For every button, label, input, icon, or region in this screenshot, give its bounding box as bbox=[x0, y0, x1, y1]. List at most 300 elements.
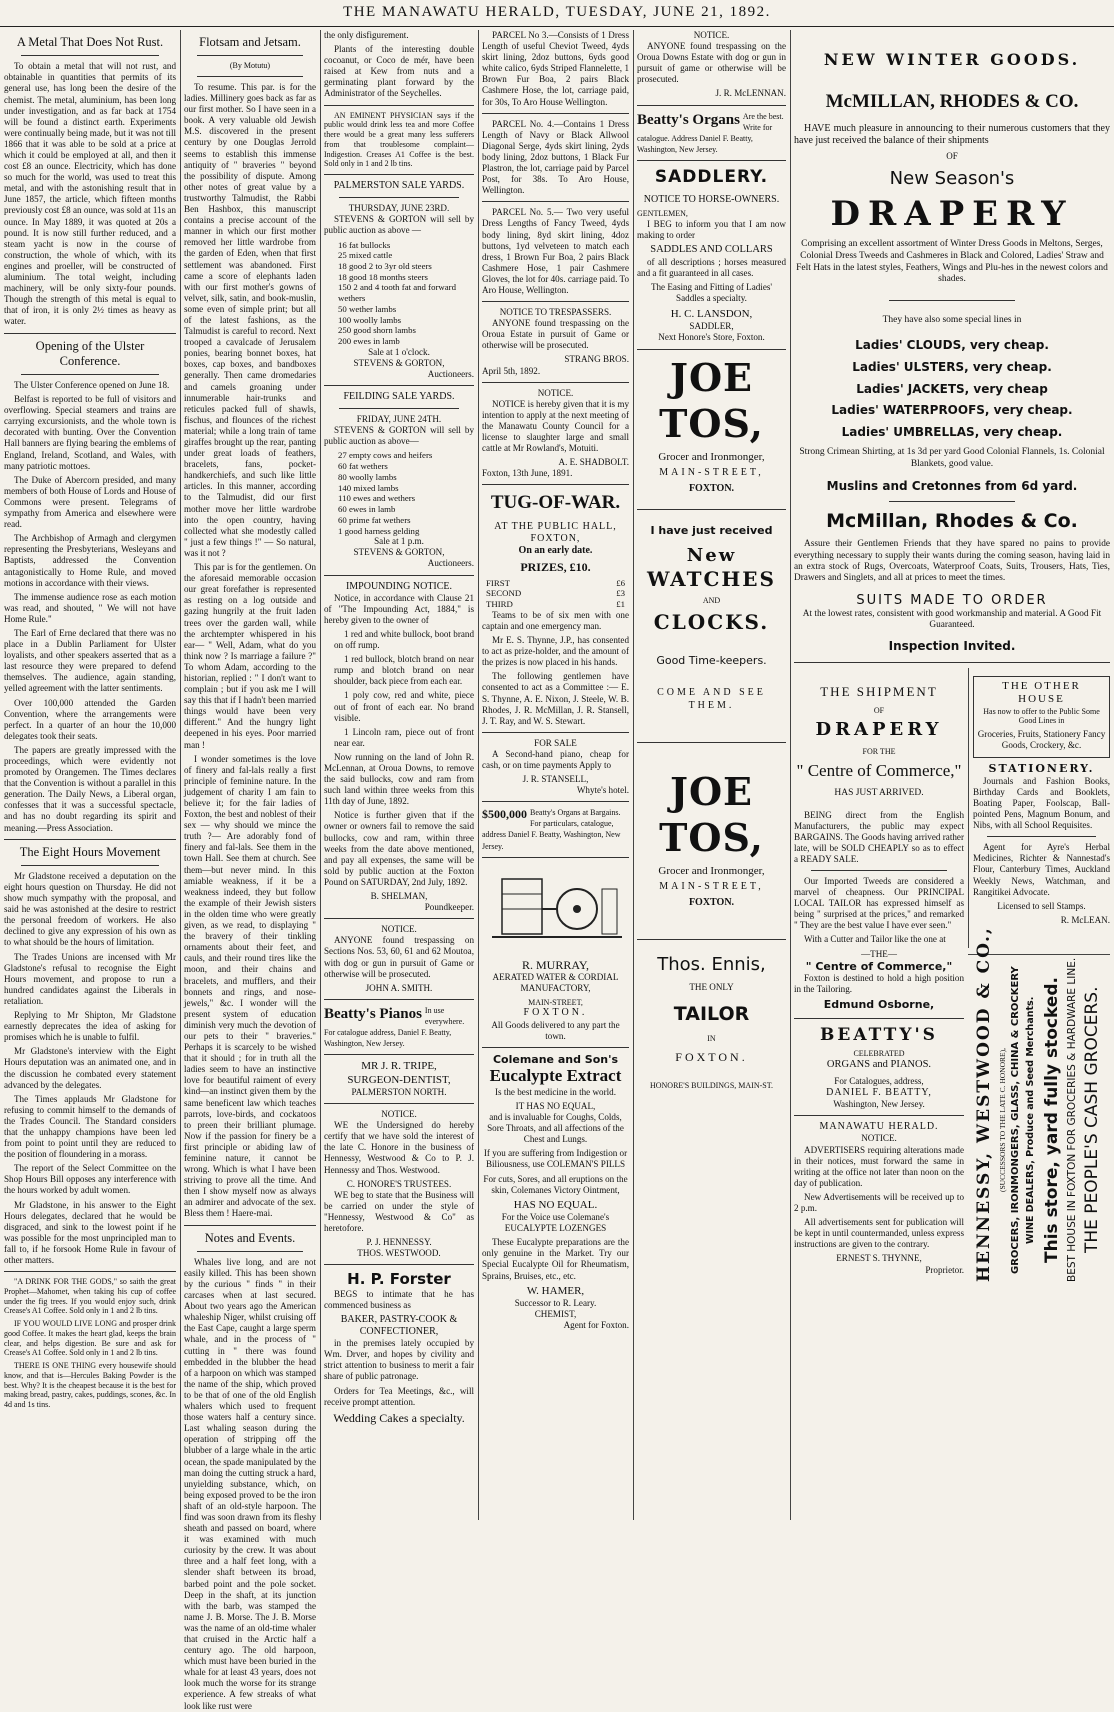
vertical-firm: HENNESSY, WESTWOOD & CO., bbox=[974, 926, 994, 1282]
firm-trade: AERATED WATER & CORDIAL MANUFACTORY, bbox=[492, 972, 619, 994]
saddler-place: Next Honore's Store, Foxton. bbox=[658, 332, 765, 343]
other-house-ad bbox=[973, 672, 1110, 926]
ad-text: Beatty's Organs at Bargains. For particulars, catalogue, address Daniel F. Beatty, Washington, New Jersey. bbox=[482, 808, 621, 851]
article-paragraph: The report of the Select Committee on the Shop Hours Bill opposes any interference with the hours worked by adult women. bbox=[4, 1163, 176, 1196]
article-paragraph: Plants of the interesting double cocoanut, or Coco de mér, have been raised at Kew from nuts and a germinating plant forward by the Administrator of the Seychelles. bbox=[324, 44, 474, 99]
article-paragraph: This par is for the gentlemen. On the aforesaid memorable occasion our great forefather is represented as resting on a log outside and gazing hungrily at the fruit laden trees over the garden wall, while the archtempter whispered in his ear— " Well, Adam, what do you think now ? Is marriage a failure ?" To whom Adam, according to the historian, replied : " I don't want to complain ; but if you ask me I will say this that if I hadn't been married things would have been very different." And the hungry light deepened in his eyes. Poor married man ! bbox=[184, 562, 316, 750]
divider bbox=[324, 1103, 474, 1104]
notice-title: NOTICE. bbox=[537, 387, 574, 398]
notice-paragraph: ANYONE found trespassing on the Oroua Estate in pursuit of Game or otherwise will be prosecuted. bbox=[482, 318, 629, 351]
notice-title: NOTICE. bbox=[381, 924, 417, 935]
ad-paragraph: HAVE much pleasure in announcing to their numerous customers that they have just received the balance of their shipments bbox=[794, 122, 1110, 146]
ad-the: —THE— bbox=[861, 948, 897, 959]
auctioneer-role: Auctioneers. bbox=[427, 368, 474, 379]
notice-paragraph: A Second-hand piano, cheap for cash, or on time payments Apply to bbox=[482, 748, 629, 771]
beatty-pianos-ad bbox=[324, 1005, 474, 1049]
divider bbox=[4, 333, 176, 334]
divider bbox=[4, 839, 176, 840]
notice-title: NOTICE. bbox=[381, 1109, 417, 1120]
signature: B. SHELMAN, bbox=[370, 891, 428, 902]
column-rule bbox=[320, 30, 321, 1520]
centre-of-commerce: " Centre of Commerce," bbox=[805, 959, 953, 973]
divider bbox=[637, 160, 786, 161]
stock-item: 200 ewes in lamb bbox=[338, 336, 400, 346]
stock-list bbox=[338, 240, 474, 347]
special-line: Ladies' ULSTERS, very cheap. bbox=[852, 359, 1052, 374]
auctioneer-role: Auctioneers. bbox=[427, 558, 474, 569]
notice-paragraph: NOTICE is hereby given that it is my intention to apply at the next meeting of the Manawatu County Council for a license to slaughter large and small cattle at Mr Rowland's, Motuiti. bbox=[482, 398, 629, 454]
ad-paragraph: Journals and Fashion Books, Birthday Cards and Booklets, Boating Paper, Foolscap, Ball-pointed Pens, Magnum Bonum, and Nibs, with all School Requisites. bbox=[973, 775, 1110, 831]
firm-name: McMillan, Rhodes & Co. bbox=[826, 510, 1078, 533]
clocks-word: CLOCKS. bbox=[653, 609, 770, 634]
prize-amount: £1 bbox=[616, 599, 625, 610]
eucalypte-head: Colemane and Son's bbox=[492, 1052, 619, 1066]
sale-intro: STEVENS & GORTON will sell by public auction as above — bbox=[324, 214, 474, 236]
ad-paragraph: and is invaluable for Coughs, Colds, Sore Throats, and all affections of the Chest and Lungs. bbox=[487, 1112, 624, 1145]
divider bbox=[324, 174, 474, 175]
baking-powder-ad: THERE IS ONE THING every housewife should know, and that is—Hercules Baking Powder is the best. Why? It is the cheapest because it is the best for making bread, pastry, cakes, puddings, scones, &c. In 4d and 1s tins. bbox=[4, 1361, 176, 1410]
vertical-line: GROCERS, IRONMONGERS, GLASS, CHINA & CROCKERY bbox=[1010, 966, 1021, 1274]
stock-item: 100 woolly lambs bbox=[338, 314, 402, 325]
divider bbox=[21, 55, 159, 56]
signature-role: CHEMIST, bbox=[534, 1309, 577, 1320]
divider bbox=[482, 201, 629, 202]
sale-intro: STEVENS & GORTON will sell by public auction as above— bbox=[324, 425, 474, 447]
dentist-role: SURGEON-DENTIST, bbox=[347, 1073, 451, 1086]
signature: STRANG BROS. bbox=[564, 354, 629, 365]
divider bbox=[324, 1054, 474, 1055]
divider bbox=[482, 113, 629, 114]
column-4 bbox=[482, 30, 629, 1520]
sale-time: Sale at 1 p.m. bbox=[374, 536, 424, 547]
article-paragraph: The Times applauds Mr Gladstone for refusing to commit himself to the demands of the Trades Council. The Standard considers that the unhappy champions have been led from point to point until they are reduced to the position of floundering in a morass. bbox=[4, 1093, 176, 1160]
signature-role: Poundkeeper. bbox=[424, 902, 474, 913]
divider bbox=[482, 484, 629, 485]
herald-title: MANAWATU HERALD. bbox=[819, 1121, 939, 1133]
signature: J. R. McLENNAN. bbox=[715, 88, 786, 99]
beatty-organs-ad bbox=[482, 807, 629, 851]
ad-of: OF bbox=[946, 151, 958, 162]
article-paragraph: To obtain a metal that will not rust, and obtainable in quantities that permits of its general use, has long been the desire of the chemist. The metal, aluminium, has been long under investigation, and as far back at 1754 will be found a distinct earth. Experiments were continually being made, but it was not till 1866 that it was able to be sold at a price at which it could be employed at all, and then it cost £8 an ounce. Electricity, which has done so much for the world, was used to treat this metal, and with the astonishing result that in June 1857, the article, which fifteen months previously cost £8 an ounce, was sold at 11s an ounce. In May 1889, it was quoted at 20s a pound. It is now still further reduced, and a steam yacht is now in the course of construction, the whole of which, with its engines and proeller, will be constructed of aluminium. The total weight, including machinery, will be only sixty-four pounds. Though the strength of this metal is equal to that of iron, it is only 2½ times as heavy as water. bbox=[4, 61, 176, 327]
column-rule bbox=[968, 668, 969, 948]
article-title: The Eight Hours Movement bbox=[19, 844, 161, 859]
notice-item: 1 Lincoln ram, piece out of front near ear. bbox=[334, 726, 474, 748]
prize-place: FIRST bbox=[486, 577, 510, 588]
ad-paragraph: The Easing and Fitting of Ladies' Saddles a specialty. bbox=[650, 281, 773, 303]
article-paragraph: The Duke of Abercorn presided, and many members of both House of Lords and House of Commons were present. Telegrams of sympathy from America and elsewhere were read. bbox=[4, 474, 176, 530]
tug-prizes: PRIZES, £10. bbox=[520, 560, 591, 575]
centre-of-commerce: " Centre of Commerce," bbox=[796, 761, 962, 781]
other-house-title: THE OTHER HOUSE bbox=[1002, 679, 1081, 706]
coffee-ad: AN EMINENT PHYSICIAN says if the public would drink less tea and more Coffee there would be a great many less sufferers from that troublesome complaint—Indigestion. Creases A1 Coffee is the best. Sold only in 1 and 2 lb tins. bbox=[324, 110, 474, 169]
ad-paragraph: For cuts, Sores, and all eruptions on the skin, Colemanes Victory Ointment, bbox=[483, 1173, 628, 1195]
baker-trade: BAKER, PASTRY-COOK & CONFECTIONER, bbox=[340, 1313, 458, 1337]
article-paragraph: To resume. This par. is for the ladies. Millinery goes back as far as our first mother. So I have seen in a book. A very valuable old Jewish M.S. discovered in the present century by one Douglas Jerrold seems to establish this immense antiquity of " braveries " beyond the possibility of dispute. Among other notes of great value by a trustworthy Talmudist, the Rabbi Ben Hashbox, this manuscript contains a precise account of the manner in which our first mother removed her little wardrobe from the garden of Eden, when that first settlement was abandoned. First came a score of elephants laden with our first mother's gowns of velvet, silk, satin, and book-muslin, some even of simple print; but all of the latest fashions, as the Talmudist is careful to record. Next trooped a cavalcade of Jerusalem ponies, bearing bonnet boxes, hat boxes, cap boxes, and bandboxes generally. Then came dromedaries and camels groaning under innumerable hair-trunks and reticules packed full of shawls, fischus, and flounces of the richest material; while a long train of tame giraffes brought up the rear, panting under great loads of feathers, bracelets, fans, pocket-handkerchiefs, and such like little articles. In this manner, according to the Talmudist, did our first mother move her little wardrobe into the open country, having collected what she modestly called " just a few things !" — So natural, was it not ? bbox=[184, 82, 316, 558]
watches-and: AND bbox=[702, 595, 721, 605]
article-paragraph: The Ulster Conference opened on June 18. bbox=[14, 380, 170, 390]
ad-brand: Beatty's Organs bbox=[637, 111, 740, 128]
ad-paragraph: Comprising an excellent assortment of Winter Dress Goods in Meltons, Serges, Colonial Dress Tweeds and Cashmeres in Black and Colored, Ladies' Straw and Felt Hats in the latest styles, Feathers, Wings and Plu-hes in the newest colors and shades. bbox=[796, 239, 1108, 285]
notice-paragraph: WE beg to state that the Business will be carried on under the style of "Hennessy, Westwood & Co" as heretofore. bbox=[324, 1189, 474, 1233]
column-5 bbox=[637, 30, 786, 1520]
signature: A. E. SHADBOLT. bbox=[558, 457, 629, 468]
shipment-of: OF bbox=[873, 705, 885, 715]
ad-line: IT HAS NO EQUAL, bbox=[515, 1100, 596, 1111]
stock-item: 25 mixed cattle bbox=[338, 250, 393, 261]
signature: W. HAMER, bbox=[526, 1284, 585, 1297]
ad-paragraph: of all descriptions ; horses measured and a fit guaranteed in all cases. bbox=[637, 256, 786, 278]
ad-text: In use everywhere. For catalogue address, Daniel F. Beatty, Washington, New Jersey. bbox=[324, 1005, 465, 1049]
baker-name: H. P. Forster bbox=[347, 1270, 451, 1289]
divider bbox=[197, 1251, 303, 1252]
divider bbox=[794, 1018, 964, 1019]
masthead: THE MANAWATU HERALD, TUESDAY, JUNE 21, 1892. bbox=[0, 0, 1114, 27]
new-season: New Season's bbox=[889, 168, 1015, 190]
column-3 bbox=[324, 30, 474, 1520]
signature-role: Successor to R. Leary. bbox=[514, 1298, 597, 1309]
joe-tos-name: JOE TOS, bbox=[659, 768, 764, 861]
beatty-line: CELEBRATED bbox=[853, 1049, 905, 1059]
article-title: Flotsam and Jetsam. bbox=[199, 35, 301, 49]
divider bbox=[637, 742, 786, 743]
stock-item: 150 2 and 4 tooth fat and forward wethers bbox=[338, 282, 456, 304]
divider bbox=[637, 349, 786, 350]
tailor-place: HONORE'S BUILDINGS, MAIN-ST. bbox=[649, 1080, 774, 1090]
prize-amount: £6 bbox=[616, 577, 625, 588]
column-rule bbox=[633, 30, 634, 1520]
notice-item: 1 red and white bullock, boot brand on off rump. bbox=[334, 628, 474, 651]
divider bbox=[637, 509, 786, 510]
article-paragraph: Mr Gladstone received a deputation on the eight hours question on Thursday. He did not show much sympathy with the proposal, and said he was astonished at the desire to restrict the personal freedom of workers. He also declined to give any expression of his own as to what should be the hours of limitation. bbox=[4, 870, 176, 948]
divider bbox=[4, 1271, 176, 1272]
divider bbox=[794, 662, 1110, 663]
divider bbox=[339, 408, 459, 409]
ad-paragraph: Strong Crimean Shirting, at 1s 3d per yard Good Colonial Flannels, 1s. Colonial Blankets, good value. bbox=[799, 447, 1105, 470]
divider bbox=[637, 939, 786, 940]
article-paragraph: Belfast is reported to be full of visitors and overflowing. Special steamers and trains are carrying excursionists, and the whole town is decorated with bunting. Over the Convention Hall banners are flying bearing the emblems of England, Ireland, Scotland, and Wales, with many patriotic mottoes. bbox=[4, 394, 176, 471]
joe-tos-street: MAIN-STREET, bbox=[659, 466, 764, 478]
article-title: Opening of the Ulster Conference. bbox=[35, 338, 145, 368]
stock-item: 60 fat wethers bbox=[338, 461, 388, 472]
ad-paragraph: With a Cutter and Tailor like the one at bbox=[804, 934, 946, 945]
ad-paragraph: BEING direct from the English Manufacturers, the public may expect BARGAINS. The Goods having arrived rather late, will be SOLD CHEAPLY so as to effect a READY SALE. bbox=[794, 809, 964, 864]
suits-line: SUITS MADE TO ORDER bbox=[856, 592, 1048, 608]
ad-paragraph: Licensed to sell Stamps. bbox=[997, 900, 1086, 911]
article-paragraph: Mr Gladstone, in his answer to the Eight Hours delegates, declared that he would be disgraced, and sink to the lowest point if he was possible for the most unprincipled man to fall to, if he forsook Home Rule in favour of other matters. bbox=[4, 1199, 176, 1265]
vertical-line: THE PEOPLE'S CASH GROCERS. bbox=[1082, 986, 1102, 1254]
tug-date: On an early date. bbox=[518, 544, 593, 556]
firm-street: MAIN-STREET, bbox=[528, 997, 583, 1007]
notice-paragraph: WE the Undersigned do hereby certify that we have sold the interest of the late C. Honore in the business of Hennessy, Westwood & Co to P. J. Hennessy and Thos. Westwood. bbox=[324, 1120, 474, 1175]
firm-name: R. MURRAY, bbox=[521, 957, 590, 972]
right-lower bbox=[794, 668, 1110, 1288]
ad-paragraph: Is the best medicine in the world. bbox=[495, 1086, 616, 1097]
watches-new: New bbox=[686, 545, 737, 567]
beatty-line: For Catalogues, address, bbox=[834, 1075, 924, 1086]
divider bbox=[482, 1047, 629, 1048]
stationery-title: STATIONERY. bbox=[988, 762, 1095, 776]
stock-item: 16 fat bullocks bbox=[338, 239, 391, 250]
stock-item: 1 good harness gelding bbox=[338, 525, 420, 536]
notice-paragraph: Now running on the land of John R. McLennan, at Oroua Downs, to remove the said bullocks, cow and ram from such land within three weeks from this 11th day of June, 1892. bbox=[324, 751, 474, 807]
joe-tos-trade: Grocer and Ironmonger, bbox=[658, 451, 765, 464]
beatty-line: DANIEL F. BEATTY, bbox=[826, 1087, 932, 1098]
notice-paragraph: ANYONE found trespassing on the Oroua Downs Estate with dog or gun in pursuit of game or otherwise will be prosecuted. bbox=[637, 41, 786, 85]
ad-paragraph: ADVERTISERS requiring alterations made in their notices, must forward the same in writing at the office not later than noon on the day of publication. bbox=[794, 1144, 964, 1188]
notice-item: 1 poly cow, red and white, piece out of front of each ear. No brand visible. bbox=[334, 690, 474, 723]
column-1 bbox=[4, 30, 176, 1520]
coffee-ad: IF YOU WOULD LIVE LONG and prosper drink good Coffee. It makes the heart glad, keeps the brain clear, and helps digestion. Be sure and ask for Crease's A1 Coffee. Sold only in 1 and 2 lb tins. bbox=[4, 1319, 176, 1358]
divider bbox=[482, 801, 629, 802]
sale-title: FEILDING SALE YARDS. bbox=[343, 391, 455, 402]
ad-price: $500,000 bbox=[482, 807, 527, 822]
watches-word: WATCHES bbox=[647, 567, 776, 592]
centre-of-commerce-ad bbox=[794, 668, 964, 1276]
parcel-ad: PARCEL No. 5.— Two very useful Dress Lengths of Fancy Tweed, 4yds body lining, 8yd skirt lining, 4doz buttons, 1yd velveteen to match each dress, 1 Brown Fur Boa, 2 pairs Black Cashmere Hose, 1 pair Cashmere Gloves, the lot for 40s. carriage paid. To Aro House, Wellington. bbox=[482, 207, 629, 295]
saddlery-items: SADDLES AND COLLARS bbox=[650, 243, 773, 255]
divider bbox=[324, 1264, 474, 1265]
divider bbox=[324, 385, 474, 386]
firm-town: FOXTON. bbox=[523, 1007, 588, 1019]
article-paragraph: I wonder sometimes is the love of finery and fal-lals really a first principle of feminine nature. In the judgement of charity I am fain to believe it; for the fair ladies of Foxton, the best and noblest of their sex — why should we mince the truth ?— Are adorably fond of finery and fal-lals. See them in the town Hall. See them at church. See them—but never mind. In this amiable weakness, if it be a weakness indeed, they but follow the example of their Jewish sisters in the olden time who were greatly given, as we read, to displaying " the bravery of their tinkling ornaments about their feet, and cauls, and their round tires like the moon, and their chains and bracelets, and mufflers, and their bonnets and rings, and nose-jewels," &c. I wonder will the present system of education diminish very much the devotion of our pets to their " braveries." Perhaps it is scarcely to be wished that it should ; for in truth all the ladies seem to have an instinctive love for beautiful raiment of every kind—an instinct given them by the same beneficent law which teaches parrots, love-birds, and cockatoos to preen their brilliant plumage. Now if the passion for finery be a first principle or abiding law of feminine nature, it cannot be wrong. Which is what I have been striving to prove all the time. And then I show myself now as always an admirer and advocate of the sex. Bless them ! Haere-mai. bbox=[184, 753, 316, 1219]
parcel-ad: PARCEL No 3.—Consists of 1 Dress Length of useful Cheviot Tweed, 4yds skirt lining, 2doz buttons, 6yds good white calico, 6yds Striped Flannelette, 1 Brown Fur Boa, 2 pairs Black Cashmere Hose, the lot, carriage paid, for 30s, To Aro House Wellington. bbox=[482, 30, 629, 107]
auctioneer-name: STEVENS & GORTON, bbox=[353, 547, 445, 558]
stock-item: 27 empty cows and heifers bbox=[338, 450, 433, 461]
stock-item: 80 woolly lambs bbox=[338, 471, 397, 482]
vertical-line: (SUCCESSORS TO THE LATE C. HONORE), bbox=[998, 1047, 1007, 1192]
signature: ERNEST S. THYNNE, bbox=[836, 1253, 922, 1264]
notice-paragraph: Notice, in accordance with Clause 21 of "The Impounding Act, 1884," is hereby given to the owner of bbox=[324, 592, 474, 625]
divider bbox=[324, 105, 474, 106]
stock-item: 50 wether lambs bbox=[338, 303, 397, 314]
article-paragraph: the only disfigurement. bbox=[324, 30, 409, 40]
ad-paragraph: For the Voice use Colemane's EUCALYPTE LOZENGES bbox=[501, 1212, 610, 1234]
ad-paragraph: If you are suffering from Indigestion or Biliousness, use COLEMAN'S PILLS bbox=[483, 1148, 628, 1170]
saddler-name: H. C. LANSDON, bbox=[670, 307, 753, 320]
shipment-arrived: HAS JUST ARRIVED. bbox=[834, 787, 924, 798]
divider bbox=[889, 300, 1015, 301]
signature-place: Whyte's hotel. bbox=[576, 785, 629, 796]
article-paragraph: Replying to Mr Shipton, Mr Gladstone earnestly deprecates the idea of asking for promises which he is unable to fulfil. bbox=[4, 1010, 176, 1043]
ad-line: HAS NO EQUAL. bbox=[513, 1198, 598, 1211]
special-line: Ladies' WATERPROOFS, very cheap. bbox=[831, 403, 1073, 418]
ad-paragraph: New Advertisements will be received up to 2 p.m. bbox=[794, 1191, 964, 1214]
signature: R. McLEAN. bbox=[1060, 914, 1110, 925]
beatty-line: ORGANS and PIANOS. bbox=[826, 1059, 932, 1071]
ad-text: Are the best. Write for catalogue. Address Daniel F. Beatty, Washington, New Jersey. bbox=[637, 111, 784, 154]
watches-intro: I have just received bbox=[650, 524, 773, 538]
signature: JOHN A. SMITH. bbox=[365, 982, 433, 993]
divider bbox=[324, 918, 474, 919]
divider bbox=[987, 836, 1097, 837]
prize-table bbox=[482, 578, 629, 610]
article-paragraph: Mr Gladstone's interview with the Eight Hours deputation was an animated one, and in the discussion he combated every statement advanced by the delegates. bbox=[4, 1046, 176, 1090]
ad-paragraph: At the lowest rates, consistent with good workmanship and material. A Good Fit Guaranteed. bbox=[802, 608, 1102, 630]
ad-paragraph: BEGS to intimate that he has commenced business as bbox=[324, 1288, 474, 1310]
muslins-line: Muslins and Cretonnes from 6d yard. bbox=[826, 478, 1078, 493]
dentist-name: MR J. R. TRIPE, bbox=[361, 1060, 437, 1073]
ad-paragraph: All Goods delivered to any part the town. bbox=[491, 1019, 620, 1041]
sale-date: THURSDAY, JUNE 23RD. bbox=[348, 203, 450, 214]
stock-item: 18 good 2 to 3yr old steers bbox=[338, 260, 432, 271]
stock-item: 60 prime fat wethers bbox=[338, 514, 411, 525]
ad-paragraph: Agent for Ayre's Herbal Medicines, Richter & Nannestad's Flour, Canterbury Times, Auckland Weekly News, Watchman, and Rangitikei Advocate. bbox=[973, 842, 1110, 897]
shipment-line: THE SHIPMENT bbox=[820, 683, 938, 699]
divider bbox=[889, 501, 1015, 502]
signature: P. J. HENNESSY. bbox=[366, 1237, 432, 1248]
stock-item: 60 ewes in lamb bbox=[338, 504, 396, 515]
watches-tag: Good Time-keepers. bbox=[656, 653, 767, 667]
ad-paragraph: I BEG to inform you that I am now making to order bbox=[637, 218, 786, 240]
joe-tos-trade: Grocer and Ironmonger, bbox=[658, 865, 765, 878]
signature: THOS. WESTWOOD. bbox=[357, 1248, 441, 1259]
article-paragraph: The Earl of Erne declared that there was no place in a Dublin Parliament for Ulster loyalists, and other speakers asserted that as a last resource they were prepared to defend themselves. The audience, again standing, yelled agreement with the latter sentiments. bbox=[4, 627, 176, 694]
parcel-ad: PARCEL No. 4.—Contains 1 Dress Length of Navy or Black Allwool Diagonal Serge, 4yds skirt lining, 2yds body lining, 2doz buttons, 1 Black Fur Plastron, the lot, carriage paid by Parcel Post, for 38s. To Aro House, Wellington. bbox=[482, 118, 629, 196]
prize-place: SECOND bbox=[486, 588, 522, 599]
special-line: Ladies' JACKETS, very cheap bbox=[856, 381, 1048, 396]
divider bbox=[197, 76, 303, 77]
tailor-line: THE ONLY bbox=[689, 982, 734, 993]
notice-item: 1 red bullock, blotch brand on near rump and blotch brand on near shoulder, back piece from each ear. bbox=[334, 654, 474, 687]
special-line: Ladies' CLOUDS, very cheap. bbox=[855, 338, 1049, 353]
divider bbox=[482, 301, 629, 302]
divider bbox=[794, 1115, 964, 1116]
article-paragraph: The Archbishop of Armagh and clergymen representing the Presbyterians, Wesleyans and Baptists, addressed the Convention antagonistically to Home Rule, and moved motions in accordance with their views. bbox=[4, 533, 176, 588]
notice-paragraph: ANYONE found trespassing on Sections Nos. 53, 60, 61 and 62 Moutoa, with dog or gun in pursuit of Game or otherwise will be prosecuted. bbox=[324, 935, 474, 979]
column-rule bbox=[180, 30, 181, 1520]
drapery-word: DRAPERY bbox=[815, 719, 943, 741]
tailor-town: FOXTON. bbox=[675, 1050, 748, 1065]
ad-paragraph: Our Imported Tweeds are considered a marvel of cheapness. Our PRINCIPAL LOCAL TAILOR has expressed himself as being " surprised at the prices," and remarked " They are the best value I have ever seen." bbox=[794, 875, 964, 931]
article-paragraph: The papers are greatly impressed with the proceedings, which were evidently not promoted by Orangemen. The Times declares that the Convention is without a parallel in this generation. The Daily News, a Liberal organ, confesses that it was a successful spectacle, and has no doubt regarding its spirit and meaning.—Press Association. bbox=[4, 744, 176, 833]
signature: C. HONORE'S TRUSTEES. bbox=[346, 1178, 452, 1189]
signature: Edmund Osborne, bbox=[823, 998, 935, 1012]
vertical-line: BEST HOUSE IN FOXTON FOR GROCERIES & HARDWARE LINE. bbox=[1066, 957, 1078, 1282]
divider bbox=[197, 55, 303, 56]
article-title: A Metal That Does Not Rust. bbox=[16, 35, 164, 49]
eucalypte-title: Eucalypte Extract bbox=[489, 1066, 622, 1086]
beatty-name: BEATTY'S bbox=[820, 1024, 938, 1045]
ad-paragraph: Groceries, Fruits, Stationery Fancy Goods, Crockery, &c. bbox=[977, 729, 1106, 751]
divider bbox=[637, 105, 786, 106]
divider bbox=[184, 1225, 316, 1226]
stock-item: 140 mixed lambs bbox=[338, 482, 399, 493]
notice-title: FOR SALE bbox=[534, 737, 577, 748]
ad-paragraph: Orders for Tea Meetings, &c., will receive prompt attention. bbox=[324, 1385, 474, 1407]
ad-paragraph: All advertisements sent for publication will be kept in until countermanded, unless express instructions are given to the contrary. bbox=[794, 1217, 964, 1250]
article-paragraph: The immense audience rose as each motion was read, and shouted, " We will not have Home Rule." bbox=[4, 591, 176, 624]
joe-tos-town: FOXTON. bbox=[688, 482, 735, 494]
herald-notice: NOTICE. bbox=[861, 1133, 897, 1144]
tailor-in: IN bbox=[707, 1034, 716, 1044]
column-rule bbox=[478, 30, 479, 1520]
stock-item: 110 ewes and wethers bbox=[338, 493, 416, 504]
notice-date: April 5th, 1892. bbox=[482, 365, 541, 376]
joe-tos-town: FOXTON. bbox=[688, 897, 735, 909]
signature-role: Proprietor. bbox=[925, 1264, 964, 1275]
winter-goods-title: NEW WINTER GOODS. bbox=[823, 50, 1081, 69]
divider bbox=[482, 732, 629, 733]
notice-paragraph: Notice is further given that if the owner or owners fail to remove the said bullocks, cow and ram, within three weeks from the date above mentioned, and pay all expenses, the same will be sold by public auction at the Foxton Pound on SATURDAY, 2nd July, 1892. bbox=[324, 810, 474, 887]
ad-brand: Beatty's Pianos bbox=[324, 1005, 422, 1022]
baker-tagline: Wedding Cakes a specialty. bbox=[333, 1410, 465, 1425]
ad-paragraph: in the premises lately occupied by Wm. Drver, and hopes by civility and strict attention to business to merit a fair share of public patronage. bbox=[324, 1338, 474, 1382]
divider bbox=[811, 870, 947, 871]
divider bbox=[324, 575, 474, 576]
tug-title: TUG-OF-WAR. bbox=[490, 492, 621, 514]
watches-cta: COME AND SEE THEM. bbox=[657, 687, 766, 711]
signature-role: Agent for Foxton. bbox=[563, 1320, 629, 1331]
divider bbox=[482, 857, 629, 858]
tug-paragraph: The following gentlemen have consented to act as a Committee :— E. S. Thynne, A. E. Nixon, J. Steele, W. B. Rhodes, J. R. McMillan, J. R. Stansell, J. T. Ray, and W. S. Stewart. bbox=[482, 671, 629, 726]
prize-place: THIRD bbox=[486, 599, 513, 610]
ad-paragraph: These Eucalypte preparations are the only genuine in the Market. Try our Special Eucalypte Oil for Rheumatism, Sprains, Bruises, etc., etc. bbox=[482, 1237, 629, 1281]
notice-title: NOTICE TO TRESPASSERS. bbox=[499, 307, 612, 318]
ad-paragraph: Foxton is destined to hold a high position in the Tailoring. bbox=[794, 973, 964, 995]
article-paragraph: The Trades Unions are incensed with Mr Gladstone's refusal to recognise the Eight Hours movement, and propose to run a hundred candidates against the Liberals in retaliation. bbox=[4, 951, 176, 1006]
tug-paragraph: Teams to be of six men with one captain and one emergency man. bbox=[482, 609, 629, 631]
drapery-word: DRAPERY bbox=[830, 193, 1074, 234]
beatty-organs-ad bbox=[637, 111, 786, 155]
special-line: Ladies' UMBRELLAS, very cheap. bbox=[841, 424, 1063, 439]
tailor-word: TAILOR bbox=[673, 1003, 750, 1026]
vertical-line: This store, yard fully stocked. bbox=[1042, 976, 1062, 1263]
stock-item: 18 good 18 months steers bbox=[338, 271, 428, 282]
article-paragraph: Over 100,000 attended the Garden Convention, where the arrangements were perfect. In a quarter of an hour the 10,000 delegates took their seats. bbox=[4, 697, 176, 741]
divider bbox=[324, 999, 474, 1000]
dentist-place: PALMERSTON NORTH. bbox=[351, 1086, 447, 1097]
article-paragraph: Whales live long, and are not easily killed. This has been shown by the curious " finds " in their carcases when at last secured. About two years ago the American whaleship Niger, whilst cruising off the East Cape, caught a large sperm whale, and in the process of " cutting in " there was found embedded in the blubber the head of a harpoon on which was stamped the name of the ship, which proved to be that of one of the old English whalers which used to frequent those waters half a century since. Last whaling season during the operation of stripping off the blubber of a large whale in the artic ocean, the spade manipulated by the man doing the cutting struck a hard, unyielding substance, which, on being exposed proved to be the iron shaft of an old-style harpoon. The find was soon drawn from its fleshy sheath and passed on board, where it was examined with much curiosity by the crew. It was about three and a half feet long, with a slender shaft between its broad, barbed point and the pole socket. Deep in the shaft, at its junction with the barb, was stamped the name J. B. Morse. The J. B. Morse was the name of an old-time whaler that cruised in the Arctic half a century ago. The old harpoon, which must have been buried in the whale for at least 43 years, does not look much the worse for its strange experience. A few streaks of what look like rust were bbox=[184, 1256, 316, 1711]
ad-paragraph: Assure their Gentlemen Friends that they have spared no pains to provide everything necessary to supply their wants during the coming season, having laid in an extra stock of Rugs, Overcoats, Waterproof Coats, Suits, Trousers, Hats, Ties, Drawers and Singlets, and all at prices to meet the times. bbox=[794, 539, 1110, 584]
divider bbox=[21, 374, 159, 375]
sale-title: PALMERSTON SALE YARDS. bbox=[333, 180, 465, 192]
tug-paragraph: Mr E. S. Thynne, J.P., has consented to act as prize-holder, and the amount of the prizes is now placed in his hands. bbox=[482, 635, 629, 668]
notice-date: Foxton, 13th June, 1891. bbox=[482, 468, 573, 479]
special-intro: They have also some special lines in bbox=[882, 314, 1022, 325]
auctioneer-name: STEVENS & GORTON, bbox=[353, 357, 445, 368]
salutation: GENTLEMEN, bbox=[637, 208, 688, 218]
column-rule bbox=[790, 30, 791, 1520]
column-2 bbox=[184, 30, 316, 1711]
shipment-for: FOR THE bbox=[862, 747, 896, 757]
saddlery-sub: NOTICE TO HORSE-OWNERS. bbox=[643, 193, 780, 205]
saddler-role: SADDLER, bbox=[689, 321, 734, 332]
other-house-box bbox=[973, 676, 1110, 759]
joe-tos-name: JOE TOS, bbox=[659, 354, 764, 446]
tug-venue: AT THE PUBLIC HALL, FOXTON, bbox=[494, 520, 617, 544]
byline: (By Motutu) bbox=[229, 61, 271, 71]
stock-list bbox=[338, 450, 432, 536]
divider bbox=[482, 382, 629, 383]
tailor-name: Thos. Ennis, bbox=[657, 954, 766, 976]
notice-title: NOTICE. bbox=[693, 30, 730, 40]
prize-amount: £3 bbox=[616, 588, 625, 599]
inspection-line: Inspection Invited. bbox=[888, 639, 1016, 654]
article-title: Notes and Events. bbox=[204, 1230, 296, 1245]
right-panel bbox=[794, 30, 1110, 1520]
vertical-line: WINE DEALERS, Produce and Seed Merchants. bbox=[1025, 996, 1036, 1244]
beatty-line: Washington, New Jersey. bbox=[833, 1099, 925, 1110]
coffee-ad: "A DRINK FOR THE GODS," so saith the great Prophet—Mahomet, when taking his cup of coffee under the fig trees. If you would enjoy such, drink Crease's A1 Coffee. Sold only in 1 and 2 lb tins. bbox=[4, 1277, 176, 1316]
stock-item: 250 good shorn lambs bbox=[338, 325, 416, 336]
bottling-machine-illustration bbox=[482, 869, 632, 949]
hennessy-vertical-ad bbox=[970, 926, 1110, 1282]
firm-name: McMILLAN, RHODES & CO. bbox=[825, 90, 1079, 112]
sale-date: FRIDAY, JUNE 24TH. bbox=[356, 414, 442, 425]
ad-paragraph: Has now to offer to the Public Some Good Lines in bbox=[983, 706, 1100, 726]
sale-time: Sale at 1 o'clock. bbox=[368, 346, 430, 357]
signature: J. R. STANSELL, bbox=[522, 774, 589, 785]
